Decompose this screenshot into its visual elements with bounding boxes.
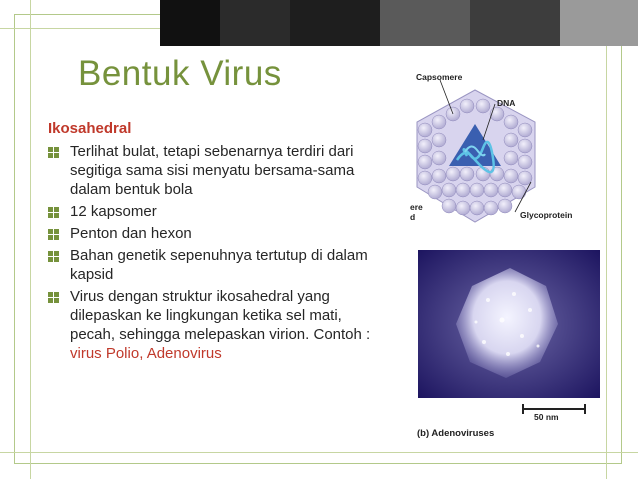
scale-bar [523, 408, 585, 410]
bullet-marker-icon [48, 251, 59, 262]
decor-line-right [606, 0, 607, 479]
section-heading: Ikosahedral [48, 120, 132, 137]
bullet-text: Virus dengan struktur ikosahedral yang dilepaskan ke lingkungan ketika sel mati, pecah, sehingga melepaskan virion. Contoh : [70, 288, 371, 343]
bullet-highlight: virus Polio, Adenovirus [70, 345, 222, 362]
header-color-bar [160, 0, 638, 46]
bullet-text: Penton dan hexon [70, 225, 192, 242]
bullet-text: 12 kapsomer [70, 203, 157, 220]
bullet-text: Bahan genetik sepenuhnya tertutup di dalam kapsid [70, 247, 368, 283]
bullet-item [48, 142, 388, 199]
bullet-list [48, 142, 388, 366]
label-capsomere: Capsomere [416, 72, 463, 82]
bullet-text: Terlihat bulat, tetapi sebenarnya terdiri dari segitiga sama sisi menyatu bersama-sama dalam bentuk bola [70, 143, 355, 198]
label-dna: DNA [497, 98, 516, 108]
adenovirus-micrograph-image [418, 250, 600, 398]
bar-segment [290, 0, 380, 46]
bullet-marker-icon [48, 229, 59, 240]
scale-label: 50 nm [534, 412, 559, 422]
decor-line-left [30, 0, 31, 479]
bar-segment [470, 0, 560, 46]
bullet-marker-icon [48, 292, 59, 303]
label-glycoprotein: Glycoprotein [520, 210, 573, 220]
label-cut-2: d [410, 212, 416, 222]
bullet-item [48, 224, 388, 243]
bullet-marker-icon [48, 147, 59, 158]
bar-segment [560, 0, 638, 46]
label-cut-1: ere [410, 202, 423, 212]
bullet-item [48, 202, 388, 221]
bar-segment [220, 0, 290, 46]
bullet-marker-icon [48, 207, 59, 218]
bar-segment [160, 0, 220, 46]
electron-micrograph [418, 250, 600, 398]
bar-segment [380, 0, 470, 46]
decor-line-bottom [0, 452, 638, 453]
bullet-item [48, 287, 388, 363]
scale-tick [584, 404, 586, 414]
figure-caption: (b) Adenoviruses [417, 428, 495, 439]
bullet-item [48, 246, 388, 284]
slide-title: Bentuk Virus [78, 54, 282, 93]
